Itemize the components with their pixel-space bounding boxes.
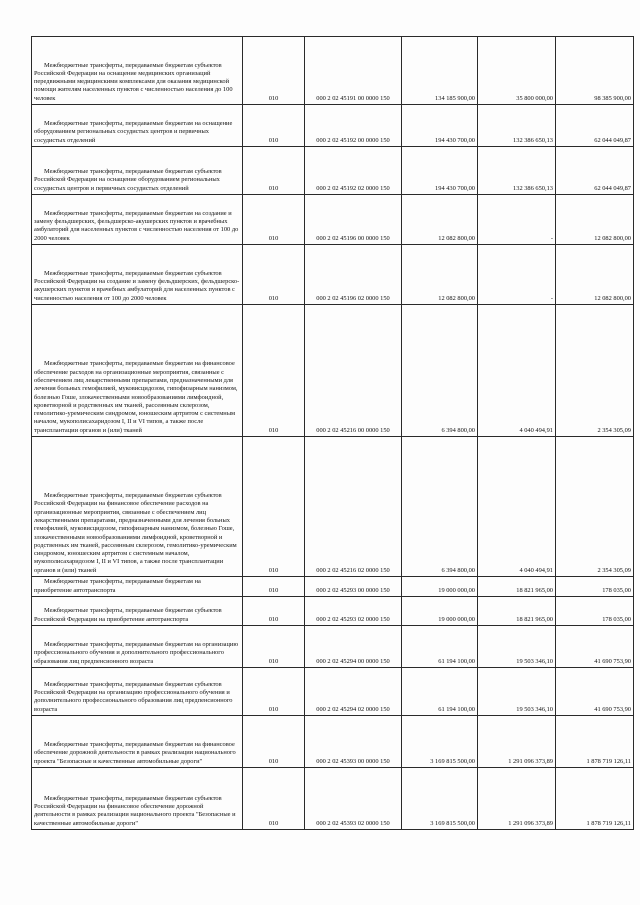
table-row xyxy=(32,245,634,305)
row-line-code-cell: 010 xyxy=(243,147,305,195)
row-budget-code-cell: 000 2 02 45294 02 0000 150 xyxy=(305,668,402,716)
row-unexecuted-cell: 41 690 753,90 xyxy=(556,668,634,716)
row-unexecuted-cell: 62 044 049,87 xyxy=(556,147,634,195)
row-approved-cell: 19 000 000,00 xyxy=(402,577,478,597)
row-executed-cell: 4 040 494,91 xyxy=(478,305,556,437)
row-approved-cell: 3 169 815 500,00 xyxy=(402,768,478,830)
row-name-cell: Межбюджетные трансферты, передаваемые бюджетам субъектов Российской Федерации на финансовое обеспечение расходов на организационные мероприятия, связанные с обеспечением лиц лекарственными препаратами, предназначенными для лечения больных гемофилией, муковисцидозом, гипофизарным нанизмом, болезнью Гоше, злокачественными новообразованиями лимфоидной, кроветворной и родственных им тканей, рассеянным склерозом, гемолитико-уремическим синдромом, юношеским артритом с системным началом, мукополисахаридозом I, II и VI типов, а также после трансплантации органов и (или) тканей xyxy=(32,437,243,577)
row-unexecuted-cell: 62 044 049,87 xyxy=(556,105,634,147)
row-name-cell: Межбюджетные трансферты, передаваемые бюджетам на организацию профессионального обучения и дополнительного профессионального образования лиц предпенсионного возраста xyxy=(32,626,243,668)
row-name-cell: Межбюджетные трансферты, передаваемые бюджетам на финансовое обеспечение расходов на организационные мероприятия, связанные с обеспечением лиц лекарственными препаратами, предназначенными для лечения больных гемофилией, муковисцидозом, гипофизарным нанизмом, болезнью Гоше, злокачественными новообразованиями лимфоидной, кроветворной и родственных им тканей, рассеянным склерозом, гемолитико-уремическим синдромом, юношеским артритом с системным началом, мукополисахаридозом I, II и VI типов, а также после трансплантации органов и (или) тканей xyxy=(32,305,243,437)
row-executed-cell: 19 503 346,10 xyxy=(478,668,556,716)
row-unexecuted-cell: 12 082 800,00 xyxy=(556,245,634,305)
row-budget-code-cell: 000 2 02 45293 02 0000 150 xyxy=(305,597,402,626)
budget-execution-table xyxy=(31,36,634,830)
row-line-code-cell: 010 xyxy=(243,597,305,626)
table-row xyxy=(32,195,634,245)
table-row xyxy=(32,716,634,768)
row-executed-cell: 35 800 000,00 xyxy=(478,37,556,105)
row-budget-code-cell: 000 2 02 45294 00 0000 150 xyxy=(305,626,402,668)
row-name-cell: Межбюджетные трансферты, передаваемые бюджетам субъектов Российской Федерации на организацию профессионального обучения и дополнительного профессионального образования лиц предпенсионного возраста xyxy=(32,668,243,716)
row-unexecuted-cell: 2 354 305,09 xyxy=(556,305,634,437)
row-line-code-cell: 010 xyxy=(243,437,305,577)
row-executed-cell: 18 821 965,00 xyxy=(478,577,556,597)
row-name-cell: Межбюджетные трансферты, передаваемые бюджетам на приобретение автотранспорта xyxy=(32,577,243,597)
table-row xyxy=(32,597,634,626)
row-budget-code-cell: 000 2 02 45196 02 0000 150 xyxy=(305,245,402,305)
row-approved-cell: 134 185 900,00 xyxy=(402,37,478,105)
row-name-cell: Межбюджетные трансферты, передаваемые бюджетам субъектов Российской Федерации на финансовое обеспечение дорожной деятельности в рамках реализации национального проекта "Безопасные и качественные автомобильные дороги" xyxy=(32,768,243,830)
row-line-code-cell: 010 xyxy=(243,105,305,147)
row-unexecuted-cell: 1 878 719 126,11 xyxy=(556,716,634,768)
row-executed-cell: - xyxy=(478,195,556,245)
table-row xyxy=(32,437,634,577)
row-unexecuted-cell: 178 035,00 xyxy=(556,577,634,597)
row-budget-code-cell: 000 2 02 45393 00 0000 150 xyxy=(305,716,402,768)
row-line-code-cell: 010 xyxy=(243,668,305,716)
row-executed-cell: 1 291 096 373,89 xyxy=(478,768,556,830)
table-row xyxy=(32,577,634,597)
row-line-code-cell: 010 xyxy=(243,768,305,830)
row-executed-cell: 132 386 650,13 xyxy=(478,147,556,195)
table-row xyxy=(32,668,634,716)
row-budget-code-cell: 000 2 02 45393 02 0000 150 xyxy=(305,768,402,830)
table-row xyxy=(32,305,634,437)
row-executed-cell: 18 821 965,00 xyxy=(478,597,556,626)
row-budget-code-cell: 000 2 02 45196 00 0000 150 xyxy=(305,195,402,245)
row-budget-code-cell: 000 2 02 45192 00 0000 150 xyxy=(305,105,402,147)
row-unexecuted-cell: 2 354 305,09 xyxy=(556,437,634,577)
row-executed-cell: 132 386 650,13 xyxy=(478,105,556,147)
row-name-cell: Межбюджетные трансферты, передаваемые бюджетам на оснащение оборудованием региональных сосудистых центров и первичных сосудистых отделений xyxy=(32,105,243,147)
row-name-cell: Межбюджетные трансферты, передаваемые бюджетам субъектов Российской Федерации на оснащение оборудованием региональных сосудистых центров и первичных сосудистых отделений xyxy=(32,147,243,195)
row-unexecuted-cell: 12 082 800,00 xyxy=(556,195,634,245)
row-budget-code-cell: 000 2 02 45192 02 0000 150 xyxy=(305,147,402,195)
row-unexecuted-cell: 98 385 900,00 xyxy=(556,37,634,105)
row-budget-code-cell: 000 2 02 45293 00 0000 150 xyxy=(305,577,402,597)
row-unexecuted-cell: 41 690 753,90 xyxy=(556,626,634,668)
row-approved-cell: 6 394 800,00 xyxy=(402,437,478,577)
table-row xyxy=(32,105,634,147)
row-line-code-cell: 010 xyxy=(243,626,305,668)
table-row xyxy=(32,147,634,195)
row-executed-cell: - xyxy=(478,245,556,305)
row-approved-cell: 3 169 815 500,00 xyxy=(402,716,478,768)
row-approved-cell: 19 000 000,00 xyxy=(402,597,478,626)
row-line-code-cell: 010 xyxy=(243,577,305,597)
row-name-cell: Межбюджетные трансферты, передаваемые бюджетам на создание и замену фельдшерских, фельдшерско-акушерских пунктов и врачебных амбулаторий для населенных пунктов с численностью населения от 100 до 2000 человек xyxy=(32,195,243,245)
row-approved-cell: 61 194 100,00 xyxy=(402,668,478,716)
table-row xyxy=(32,768,634,830)
row-approved-cell: 61 194 100,00 xyxy=(402,626,478,668)
row-executed-cell: 4 040 494,91 xyxy=(478,437,556,577)
row-approved-cell: 194 430 700,00 xyxy=(402,147,478,195)
table-row xyxy=(32,37,634,105)
row-unexecuted-cell: 1 878 719 126,11 xyxy=(556,768,634,830)
row-approved-cell: 12 082 800,00 xyxy=(402,245,478,305)
row-name-cell: Межбюджетные трансферты, передаваемые бюджетам на финансовое обеспечение дорожной деятельности в рамках реализации национального проекта "Безопасные и качественные автомобильные дороги" xyxy=(32,716,243,768)
row-line-code-cell: 010 xyxy=(243,37,305,105)
row-approved-cell: 194 430 700,00 xyxy=(402,105,478,147)
row-line-code-cell: 010 xyxy=(243,195,305,245)
table-row xyxy=(32,626,634,668)
row-budget-code-cell: 000 2 02 45216 02 0000 150 xyxy=(305,437,402,577)
row-budget-code-cell: 000 2 02 45191 00 0000 150 xyxy=(305,37,402,105)
row-executed-cell: 19 503 346,10 xyxy=(478,626,556,668)
row-name-cell: Межбюджетные трансферты, передаваемые бюджетам субъектов Российской Федерации на приобретение автотранспорта xyxy=(32,597,243,626)
row-name-cell: Межбюджетные трансферты, передаваемые бюджетам субъектов Российской Федерации на оснащение медицинских организаций передвижными медицинскими комплексами для оказания медицинской помощи жителям населенных пунктов с численностью населения до 100 человек xyxy=(32,37,243,105)
row-line-code-cell: 010 xyxy=(243,305,305,437)
row-line-code-cell: 010 xyxy=(243,716,305,768)
row-approved-cell: 12 082 800,00 xyxy=(402,195,478,245)
row-executed-cell: 1 291 096 373,89 xyxy=(478,716,556,768)
row-line-code-cell: 010 xyxy=(243,245,305,305)
row-approved-cell: 6 394 800,00 xyxy=(402,305,478,437)
row-budget-code-cell: 000 2 02 45216 00 0000 150 xyxy=(305,305,402,437)
row-unexecuted-cell: 178 035,00 xyxy=(556,597,634,626)
row-name-cell: Межбюджетные трансферты, передаваемые бюджетам субъектов Российской Федерации на создание и замену фельдшерских, фельдшерско-акушерских пунктов и врачебных амбулаторий для населенных пунктов с численностью населения от 100 до 2000 человек xyxy=(32,245,243,305)
